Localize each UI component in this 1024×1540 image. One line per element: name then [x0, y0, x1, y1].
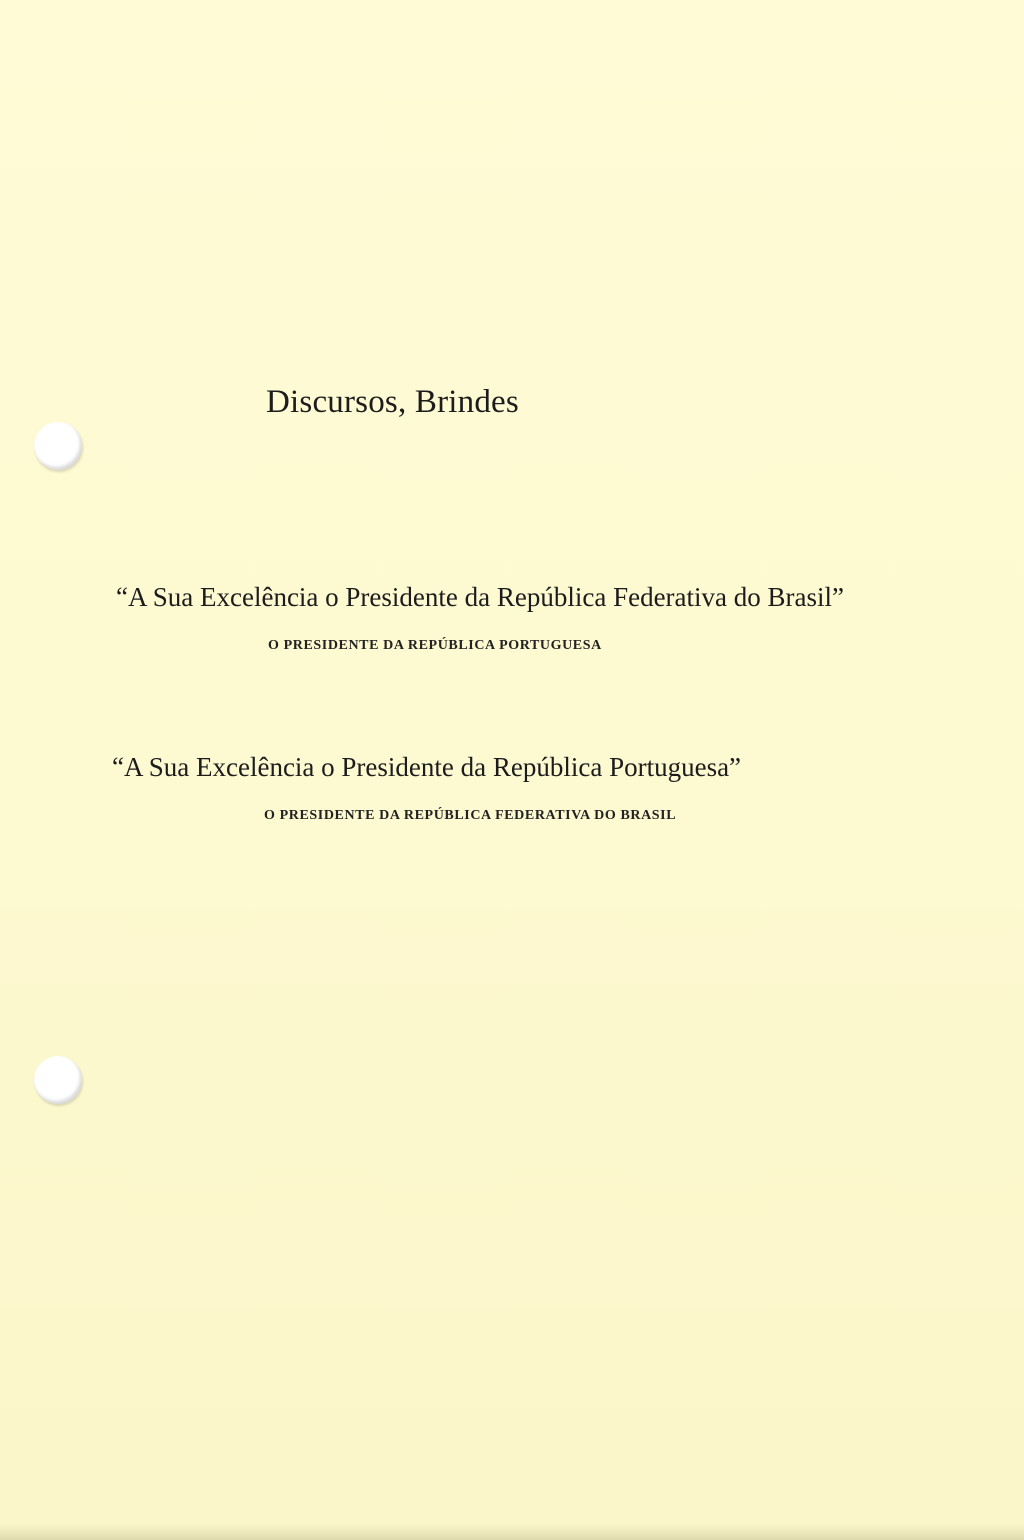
punch-hole-bottom: [34, 1056, 82, 1104]
toast-author-brazil: O PRESIDENTE DA REPÚBLICA FEDERATIVA DO BRASIL: [264, 808, 677, 823]
toast-text-brazil: “A Sua Excelência o Presidente da República Federativa do Brasil”: [116, 582, 844, 612]
toast-text-portugal: “A Sua Excelência o Presidente da República Portuguesa”: [112, 752, 742, 782]
toast-author-portugal: O PRESIDENTE DA REPÚBLICA PORTUGUESA: [268, 638, 602, 653]
punch-hole-top: [34, 422, 82, 470]
page-bottom-edge: [0, 1524, 1024, 1540]
page-title: Discursos, Brindes: [266, 384, 519, 420]
